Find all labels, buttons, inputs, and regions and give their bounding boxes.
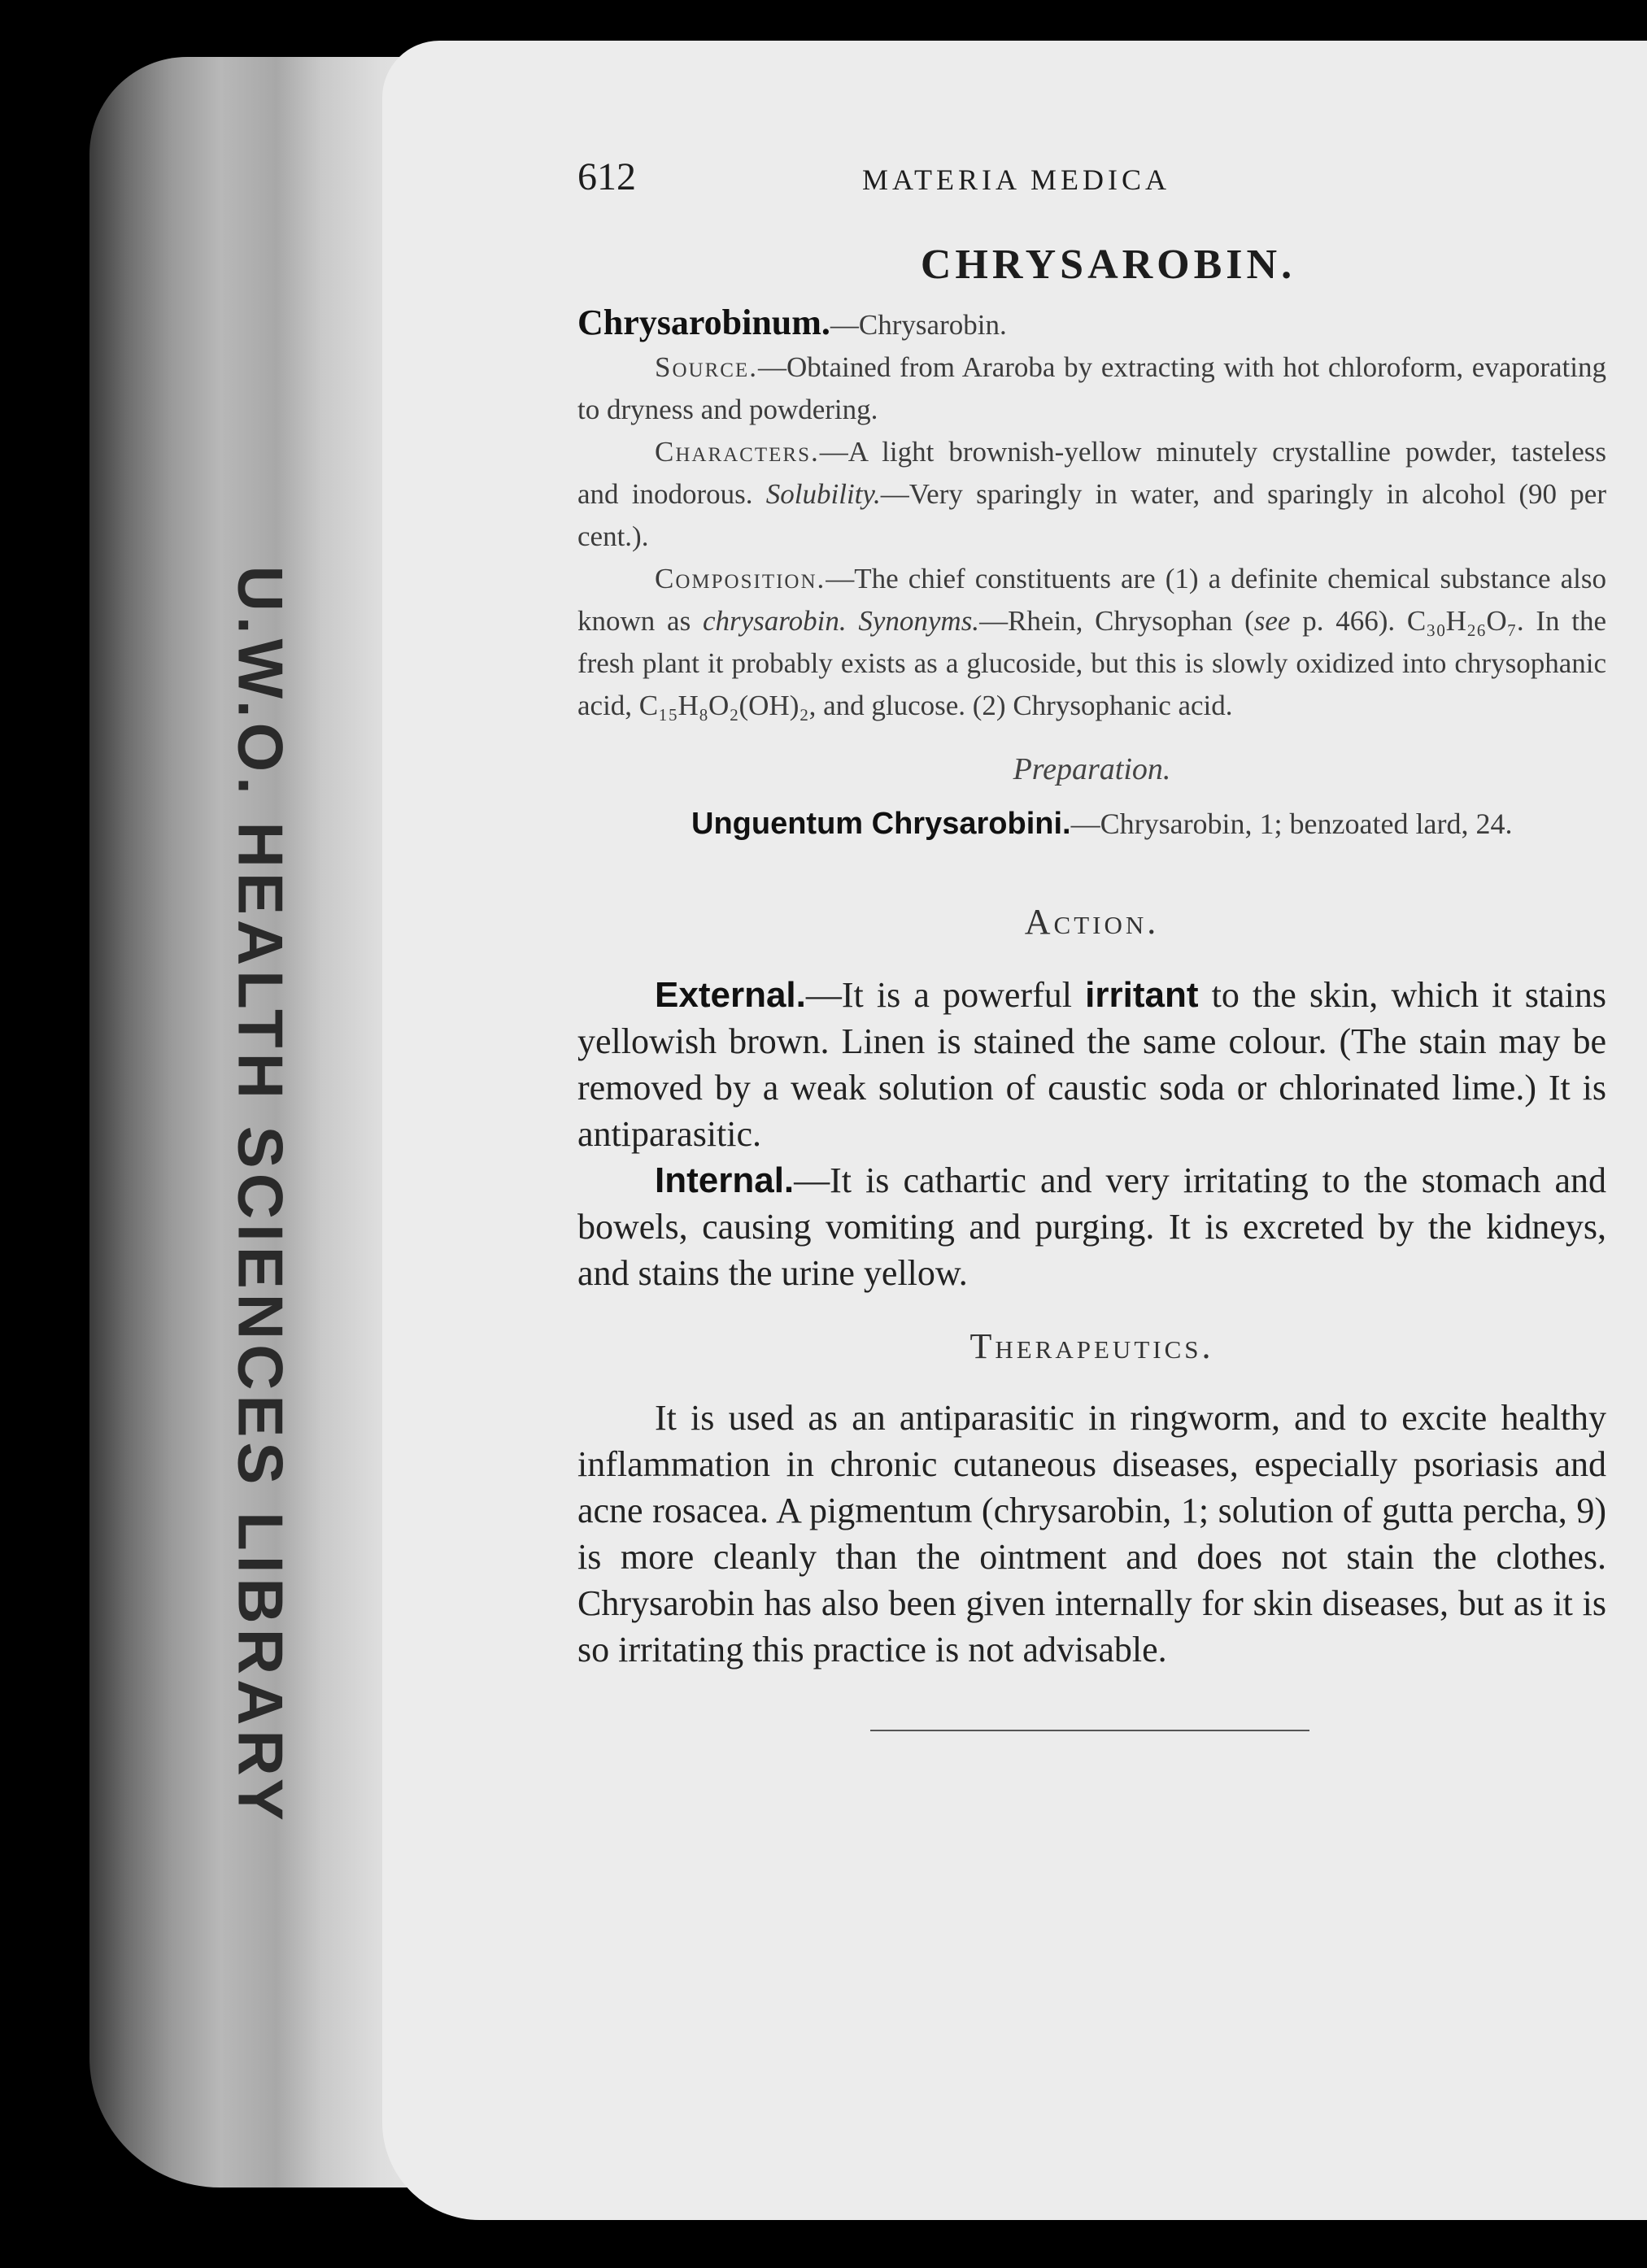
action-section	[577, 972, 1606, 1296]
preparation-text: —Chrysarobin, 1; benzoated lard, 24.	[1070, 808, 1513, 840]
external-text-1: —It is a powerful	[805, 975, 1086, 1015]
source-label: Source.	[655, 351, 758, 383]
therapeutics-section	[577, 1395, 1606, 1673]
entry-gloss: —Chrysarobin.	[830, 309, 1007, 341]
entry-line	[577, 302, 1606, 346]
page-header	[577, 155, 1606, 211]
external-paragraph	[577, 972, 1606, 1157]
internal-label: Internal.	[655, 1160, 795, 1200]
preparation-entry	[577, 803, 1606, 844]
action-heading: Action.	[1024, 902, 1160, 942]
solubility-text: —Very sparingly in water, and sparingly in alcohol (90 per cent.).	[577, 478, 1606, 552]
composition-text-3: p. 466). C₃₀H₂₆O₇. In the fresh plant it probably exists as a glucoside, but this is slowly oxidized into chrysophanic acid, C₁₅H₈O₂(OH)₂, and glucose. (2) Chrysophanic acid.	[577, 605, 1607, 721]
preparation-name: Unguentum Chrysarobini.	[691, 807, 1071, 841]
end-rule	[870, 1730, 1309, 1731]
page-number: 612	[577, 155, 636, 198]
external-text-2: to the skin, which it stains yellowish brown. Linen is stained the same colour. (The stain may be removed by a weak solution of caustic soda or chlorinated lime.) It is antiparasitic.	[577, 975, 1606, 1154]
source-text: —Obtained from Araroba by extracting with hot chloroform, evaporating to dryness and powdering.	[577, 351, 1606, 425]
characters-label: Characters.	[655, 436, 820, 468]
therapeutics-heading: Therapeutics.	[969, 1326, 1214, 1366]
see-ref: see	[1253, 605, 1291, 637]
composition-paragraph	[577, 558, 1606, 727]
composition-term: chrysarobin.	[702, 605, 847, 637]
characters-text: —A light brownish-yellow minutely crystalline powder, tasteless and inodorous.	[577, 436, 1606, 510]
external-label: External.	[655, 975, 806, 1015]
composition-text-2: —Rhein, Chrysophan (	[979, 605, 1254, 637]
source-paragraph	[577, 346, 1606, 431]
therapeutics-paragraph: It is used as an antiparasitic in ringworm, and to excite healthy inflammation in chronic cutaneous diseases, especially psoriasis and acne rosacea. A pigmentum (chrysarobin, 1; solution of gutta percha, 9) is more cleanly than the ointment and does not stain the clothes. Chrysarobin has also been given internally for skin diseases, but as it is so irritating this practice is not advisable.	[577, 1398, 1606, 1669]
drug-description	[577, 302, 1606, 727]
article-title: CHRYSAROBIN.	[920, 242, 1296, 288]
irritant-term: irritant	[1085, 975, 1199, 1015]
composition-label: Composition.	[655, 563, 826, 594]
characters-paragraph	[577, 431, 1606, 558]
entry-name: Chrysarobinum.	[577, 303, 830, 342]
solubility-label: Solubility.	[765, 478, 881, 510]
running-head: MATERIA MEDICA	[862, 163, 1171, 196]
composition-text-1: —The chief constituents are (1) a definite chemical substance also known as	[577, 563, 1606, 637]
internal-paragraph	[577, 1157, 1606, 1296]
synonyms-label: Synonyms.	[858, 605, 980, 637]
library-stamp-text: U.W.O. HEALTH SCIENCES LIBRARY	[224, 565, 297, 1826]
preparation-heading: Preparation.	[1013, 752, 1171, 786]
page-content	[577, 155, 1606, 1731]
library-stamp	[220, 553, 297, 1826]
internal-text: —It is cathartic and very irritating to the stomach and bowels, causing vomiting and purging. It is excreted by the kidneys, and stains the urine yellow.	[577, 1160, 1606, 1293]
